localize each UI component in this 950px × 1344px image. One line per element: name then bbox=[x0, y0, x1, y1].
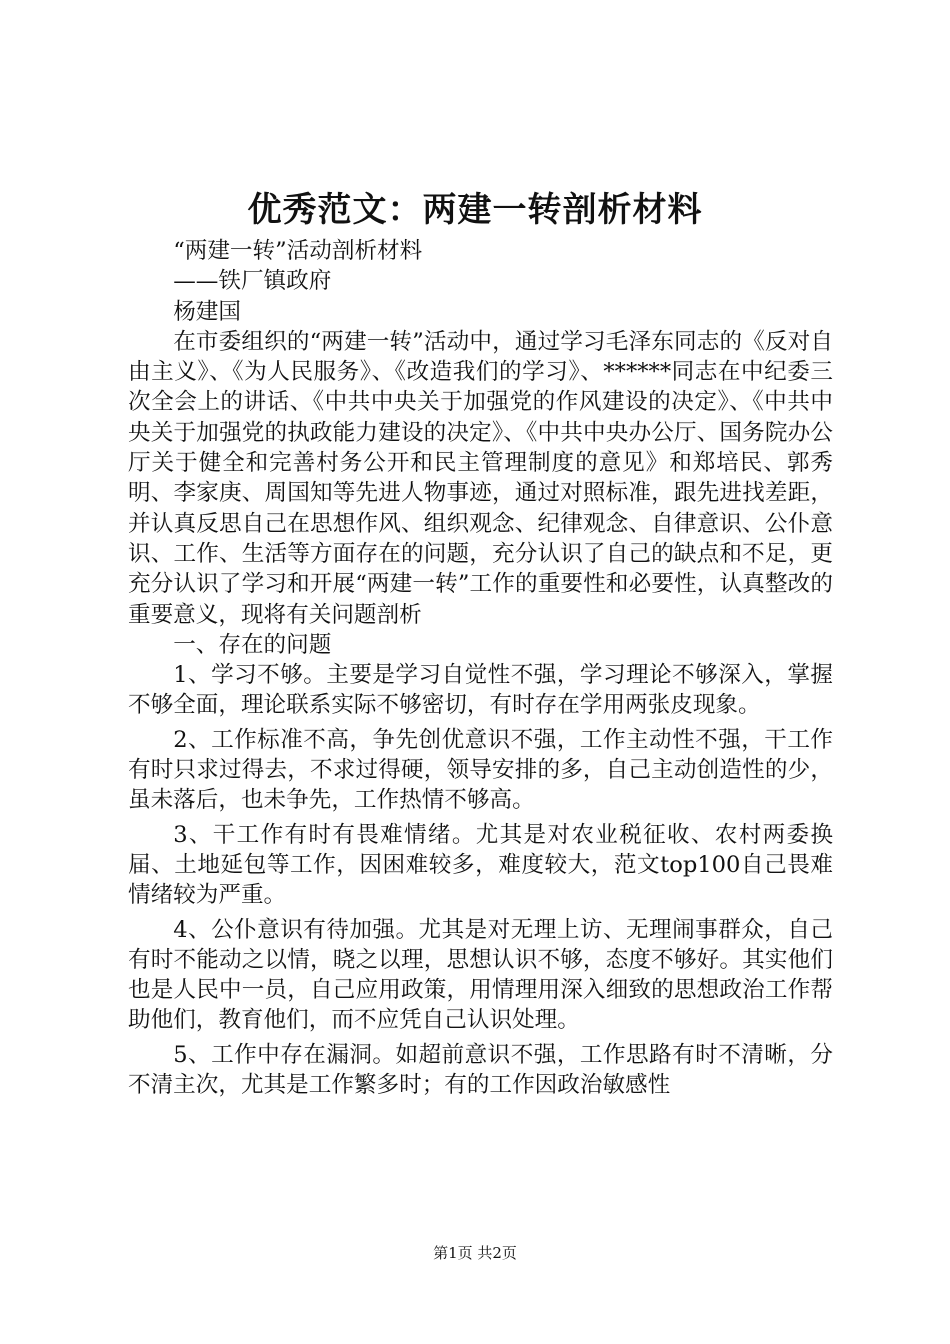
author-line: 杨建国 bbox=[173, 298, 241, 325]
intro-paragraph: 在市委组织的“两建一转”活动中，通过学习毛泽东同志的《反对自由主义》、《为人民服务》、《改造我们的学习》、******同志在中纪委三次全会上的讲话、《中共中央关于加强党的作风建设的决定》、《中共中央关于加强党的执政能力建设的决定》、《中共中央办公厅、国务院办公厅关于健全和完善村务公开和民主管理制度的意见》和郑培民、郭秀明、李家庚、周国知等先进人物事迹，通过对照标准，跟先进找差距，并认真反思自己在思想作风、组织观念、纪律观念、自律意识、公仆意识、工作、生活等方面存在的问题，充分认识了自己的缺点和不足，更充分认识了学习和开展“两建一转”工作的重要性和必要性，认真整改的重要意义，现将有关问题剖析 bbox=[128, 328, 833, 628]
problem-item-4: 4、公仆意识有待加强。尤其是对无理上访、无理闹事群众，自己有时不能动之以情，晓之以理，思想认识不够，态度不够好。其实他们也是人民中一员，自己应用政策，用情理用深入细致的思想政治工作帮助他们，教育他们，而不应凭自己认识处理。 bbox=[128, 916, 833, 1034]
problem-item-1: 1、学习不够。主要是学习自觉性不强，学习理论不够深入，掌握不够全面，理论联系实际不够密切，有时存在学用两张皮现象。 bbox=[128, 662, 833, 719]
page-number: 第1页 共2页 bbox=[433, 1244, 517, 1262]
section-heading: 一、存在的问题 bbox=[173, 631, 332, 658]
document-title: 优秀范文：两建一转剖析材料 bbox=[247, 190, 703, 230]
subtitle: “两建一转”活动剖析材料 bbox=[173, 238, 423, 264]
document-body bbox=[128, 236, 833, 1100]
organization-line: ——铁厂镇政府 bbox=[173, 268, 332, 295]
problem-item-3: 3、干工作有时有畏难情绪。尤其是对农业税征收、农村两委换届、土地延包等工作，因困难较多，难度较大，范文top100自己畏难情绪较为严重。 bbox=[128, 821, 833, 909]
problem-item-2: 2、工作标准不高，争先创优意识不强，工作主动性不强，干工作有时只求过得去，不求过得硬，领导安排的多，自己主动创造性的少，虽未落后，也未争先，工作热情不够高。 bbox=[128, 726, 833, 814]
problem-item-5: 5、工作中存在漏洞。如超前意识不强，工作思路有时不清晰，分不清主次，尤其是工作繁多时；有的工作因政治敏感性 bbox=[128, 1041, 833, 1099]
